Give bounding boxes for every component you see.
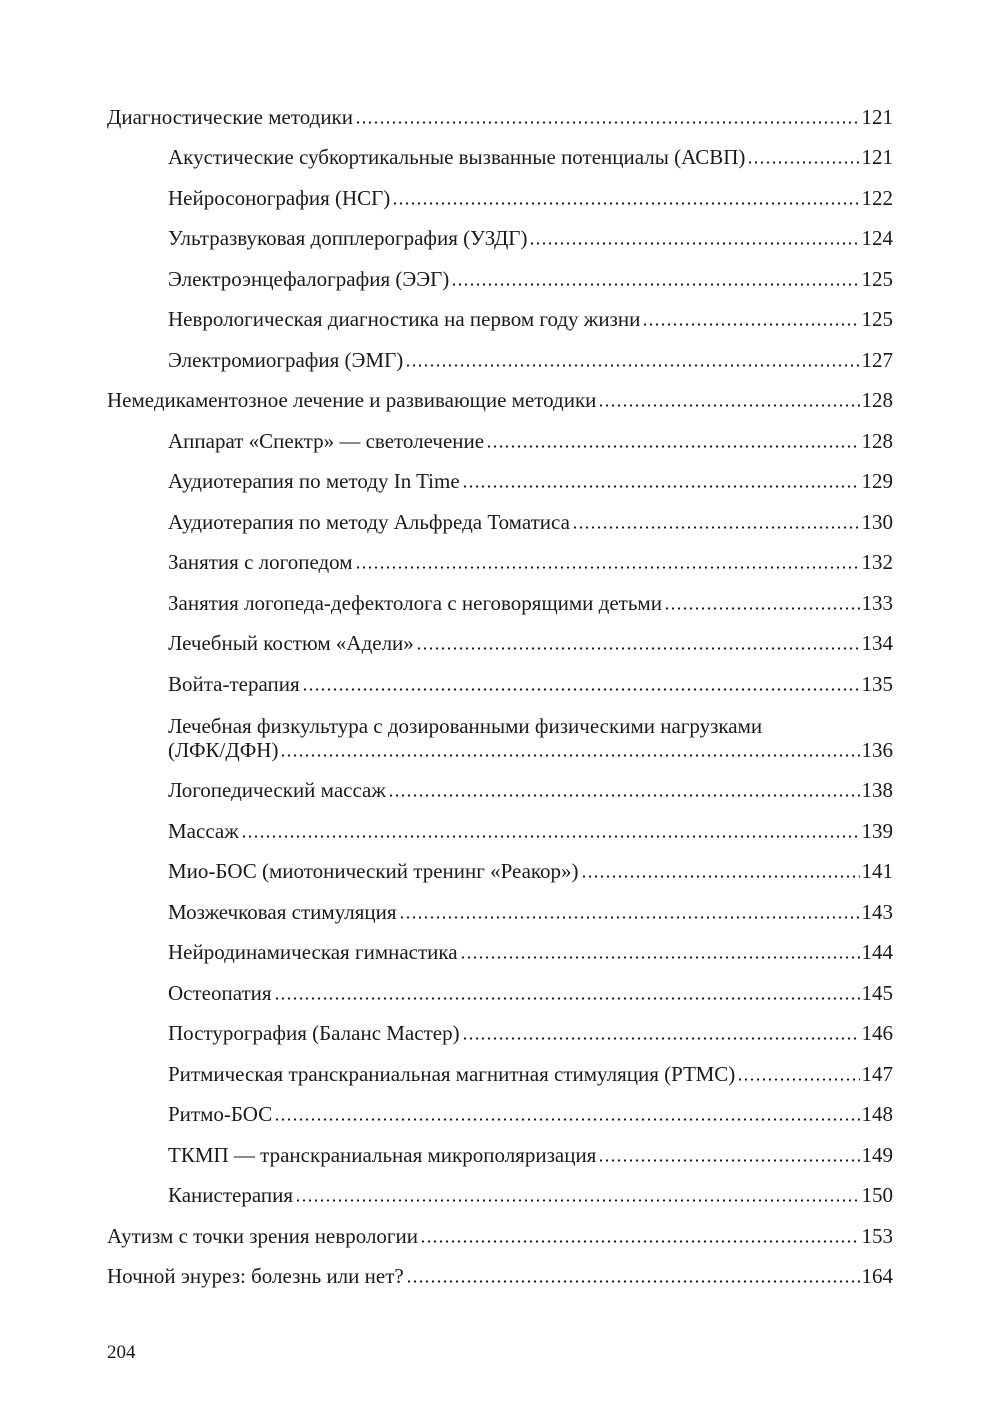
toc-entry-title: Логопедический массаж <box>168 778 386 802</box>
toc-entry-page: 149 <box>861 1142 893 1167</box>
toc-entry-multiline <box>168 714 893 762</box>
page-number: 204 <box>107 1342 136 1363</box>
toc-entry-page: 128 <box>861 388 893 412</box>
toc-entry[interactable] <box>107 218 893 259</box>
toc-entry-page: 138 <box>861 778 893 802</box>
toc-entry-title: Диагностические методики <box>107 104 354 129</box>
toc-entry-title: Немедикаментозное лечение и развивающие методики <box>107 388 597 412</box>
toc-entry-title: Неврологическая диагностика на первом году жизни <box>168 307 641 331</box>
toc-entry-title: Массаж <box>168 818 239 843</box>
toc-entry-title: Занятия с логопедом <box>168 550 353 574</box>
toc-leader-dots <box>664 607 860 610</box>
toc-entry[interactable] <box>107 1134 893 1175</box>
toc-entry-page: 134 <box>861 631 893 655</box>
toc-entry-page: 139 <box>861 818 893 843</box>
toc-leader-dots <box>581 875 860 878</box>
toc-entry-title: Остеопатия <box>168 980 272 1005</box>
toc-entry-title: Акустические субкортикальные вызванные потенциалы (АСВП) <box>168 145 746 169</box>
toc-entry-title: Ультразвуковая допплерография (УЗДГ) <box>168 226 528 250</box>
toc-entry-page: 125 <box>861 266 893 291</box>
toc-entry-page: 145 <box>861 980 893 1005</box>
toc-entry-title: Лечебная физкультура с дозированными физическими нагрузками <box>168 713 763 738</box>
toc-entry-page: 122 <box>861 185 893 210</box>
toc-leader-dots <box>462 1037 860 1040</box>
toc-leader-dots <box>451 283 859 286</box>
toc-leader-dots <box>355 121 859 124</box>
toc-entry-page: 146 <box>861 1021 893 1045</box>
toc-entry[interactable] <box>107 339 893 380</box>
toc-entry[interactable] <box>107 932 893 973</box>
toc-entry[interactable] <box>107 891 893 932</box>
toc-entry-page: 132 <box>861 550 893 574</box>
toc-entry[interactable] <box>107 1094 893 1135</box>
toc-entry-title-continuation: (ЛФК/ДФН) <box>168 737 279 762</box>
toc-entry-page: 150 <box>861 1183 893 1207</box>
toc-leader-dots <box>388 794 860 797</box>
toc-entry-page: 144 <box>861 940 893 964</box>
toc-entry-page: 125 <box>861 307 893 331</box>
toc-entry-page: 130 <box>861 509 893 534</box>
toc-leader-dots <box>295 1199 859 1202</box>
toc-entry-title: Канистерапия <box>168 1183 294 1207</box>
toc-entry-page: 153 <box>861 1223 893 1248</box>
toc-entry-page: 147 <box>861 1061 893 1086</box>
toc-entry[interactable] <box>107 380 893 421</box>
toc-entry[interactable] <box>107 623 893 664</box>
toc-leader-dots <box>274 997 860 1000</box>
toc-entry[interactable] <box>107 96 893 137</box>
toc-leader-dots <box>355 566 860 569</box>
toc-leader-dots <box>598 404 859 407</box>
table-of-contents <box>107 96 893 1296</box>
toc-entry-title: Электромиография (ЭМГ) <box>168 347 404 372</box>
toc-leader-dots <box>302 688 860 691</box>
toc-leader-dots <box>420 1240 859 1243</box>
toc-entry[interactable] <box>107 461 893 502</box>
toc-entry[interactable] <box>107 972 893 1013</box>
toc-leader-dots <box>737 1078 859 1081</box>
toc-entry-page: 129 <box>861 469 893 493</box>
toc-entry[interactable] <box>107 177 893 218</box>
toc-entry-title: Постурография (Баланс Мастер) <box>168 1021 460 1045</box>
toc-leader-dots <box>747 161 859 164</box>
toc-entry-page: 141 <box>861 859 893 883</box>
toc-entry-page: 148 <box>861 1102 893 1126</box>
toc-entry[interactable] <box>107 299 893 340</box>
toc-entry-page: 143 <box>861 899 893 924</box>
toc-entry[interactable] <box>107 137 893 178</box>
toc-entry-title: Лечебный костюм «Адели» <box>168 631 414 655</box>
toc-entry-page: 133 <box>861 590 893 615</box>
toc-leader-dots <box>598 1159 859 1162</box>
toc-leader-dots <box>274 1118 859 1121</box>
toc-leader-dots <box>460 956 860 959</box>
toc-entry-title: Мио-БОС (миотонический тренинг «Реакор») <box>168 859 579 883</box>
toc-leader-dots <box>241 835 860 838</box>
toc-entry-page: 124 <box>861 226 893 250</box>
toc-entry-title: Аудиотерапия по методу In Time <box>168 469 460 493</box>
toc-entry-page: 135 <box>861 671 893 696</box>
toc-leader-dots <box>399 916 860 919</box>
toc-entry-title: Ритмо-БОС <box>168 1102 273 1126</box>
toc-entry-page: 136 <box>861 737 893 762</box>
toc-leader-dots <box>529 242 859 245</box>
toc-leader-dots <box>405 364 859 367</box>
toc-leader-dots <box>486 445 859 448</box>
toc-entry[interactable] <box>107 582 893 623</box>
toc-entry-title: Аутизм с точки зрения неврологии <box>107 1223 419 1248</box>
toc-entry-title: Войта-терапия <box>168 671 300 696</box>
toc-entry-title: Нейросонография (НСГ) <box>168 185 391 210</box>
toc-entry[interactable] <box>107 542 893 583</box>
toc-entry[interactable] <box>107 1215 893 1256</box>
toc-entry[interactable] <box>107 770 893 811</box>
toc-leader-dots <box>462 485 860 488</box>
toc-entry[interactable] <box>107 704 893 770</box>
toc-entry-title: Электроэнцефалография (ЭЭГ) <box>168 266 450 291</box>
toc-entry[interactable] <box>107 851 893 892</box>
toc-entry-page: 128 <box>861 428 893 453</box>
toc-entry[interactable] <box>107 810 893 851</box>
toc-leader-dots <box>392 202 859 205</box>
toc-entry[interactable] <box>107 1256 893 1297</box>
toc-entry-title: Ночной энурез: болезнь или нет? <box>107 1264 404 1288</box>
toc-entry-title: Аудиотерапия по методу Альфреда Томатиса <box>168 509 570 534</box>
toc-leader-dots <box>572 526 860 529</box>
toc-leader-dots <box>406 1280 860 1283</box>
toc-entry-second-line <box>168 738 893 762</box>
toc-leader-dots <box>280 754 859 757</box>
toc-entry-title: Нейродинамическая гимнастика <box>168 940 458 964</box>
toc-entry-title: Ритмическая транскраниальная магнитная стимуляция (РТМС) <box>168 1061 736 1086</box>
toc-entry-title: Мозжечковая стимуляция <box>168 899 397 924</box>
toc-entry[interactable] <box>107 663 893 704</box>
toc-entry-page: 127 <box>861 347 893 372</box>
toc-entry[interactable] <box>107 1013 893 1054</box>
toc-entry[interactable] <box>107 1053 893 1094</box>
toc-leader-dots <box>416 647 860 650</box>
toc-entry-page: 121 <box>861 145 893 169</box>
toc-entry-page: 121 <box>861 104 893 129</box>
toc-entry-page: 164 <box>861 1264 893 1288</box>
toc-entry-title: ТКМП — транскраниальная микрополяризация <box>168 1142 597 1167</box>
toc-entry-title: Аппарат «Спектр» — светолечение <box>168 428 485 453</box>
toc-entry[interactable] <box>107 258 893 299</box>
toc-entry-title: Занятия логопеда-дефектолога с неговорящими детьми <box>168 590 662 615</box>
toc-leader-dots <box>642 323 859 326</box>
toc-entry[interactable] <box>107 420 893 461</box>
toc-entry[interactable] <box>107 501 893 542</box>
toc-entry[interactable] <box>107 1175 893 1216</box>
